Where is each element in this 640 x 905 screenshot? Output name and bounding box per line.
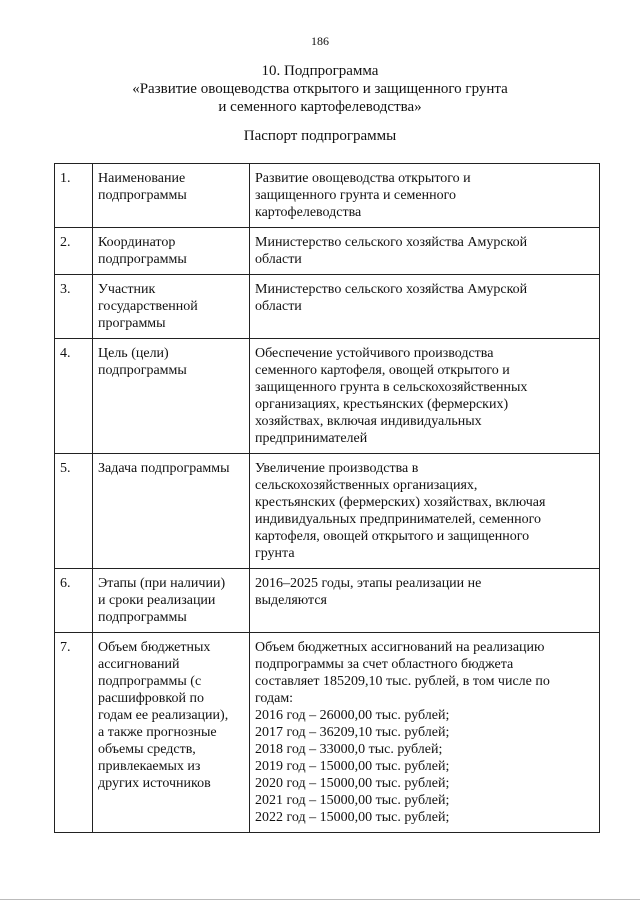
row-number: 6.: [55, 569, 93, 633]
page-bottom-edge: [0, 899, 640, 900]
row-label-line: программы: [98, 316, 166, 331]
row-label-line: ассигнований: [98, 657, 180, 672]
row-value-line: 2022 год – 15000,00 тыс. рублей;: [255, 810, 450, 825]
row-value-line: подпрограммы за счет областного бюджета: [255, 657, 514, 672]
row-value-line: Министерство сельского хозяйства Амурской: [255, 282, 528, 297]
row-value-line: Увеличение производства в: [255, 461, 419, 476]
row-label-line: подпрограммы: [98, 363, 187, 378]
row-label-line: государственной: [98, 299, 198, 314]
table-row: [55, 454, 600, 569]
row-value-line: грунта: [255, 546, 295, 561]
row-number: 1.: [55, 164, 93, 228]
passport-table-body: [55, 164, 600, 833]
row-label: [93, 633, 250, 833]
row-value-line: Объем бюджетных ассигнований на реализацию: [255, 640, 545, 655]
row-value-line: картофелеводства: [255, 205, 362, 220]
row-number: 4.: [55, 339, 93, 454]
row-label-line: и сроки реализации: [98, 593, 216, 608]
row-label-line: Координатор: [98, 235, 176, 250]
row-value-line: 2018 год – 33000,0 тыс. рублей;: [255, 742, 443, 757]
row-label-line: объемы средств,: [98, 742, 196, 757]
document-heading: [0, 62, 640, 116]
row-label: [93, 275, 250, 339]
row-label: [93, 228, 250, 275]
row-value-line: организациях, крестьянских (фермерских): [255, 397, 509, 412]
row-label-line: годам ее реализации),: [98, 708, 229, 723]
heading-line-3: и семенного картофелеводства»: [218, 99, 422, 115]
row-value-line: 2020 год – 15000,00 тыс. рублей;: [255, 776, 450, 791]
row-value-line: 2016–2025 годы, этапы реализации не: [255, 576, 482, 591]
row-value-line: индивидуальных предпринимателей, семенного: [255, 512, 542, 527]
row-value-line: Обеспечение устойчивого производства: [255, 346, 494, 361]
row-value-line: 2019 год – 15000,00 тыс. рублей;: [255, 759, 450, 774]
row-label-line: подпрограммы: [98, 252, 187, 267]
row-label-line: Наименование: [98, 171, 186, 186]
row-label-line: Участник: [98, 282, 156, 297]
row-label-line: подпрограммы: [98, 188, 187, 203]
heading-line-2: «Развитие овощеводства открытого и защищенного грунта: [132, 81, 508, 97]
row-label-line: Задача подпрограммы: [98, 461, 230, 476]
row-label: [93, 164, 250, 228]
row-value-line: хозяйствах, включая индивидуальных: [255, 414, 482, 429]
row-value-line: сельскохозяйственных организациях,: [255, 478, 478, 493]
table-row: [55, 633, 600, 833]
row-value-line: 2021 год – 15000,00 тыс. рублей;: [255, 793, 450, 808]
row-label-line: Объем бюджетных: [98, 640, 211, 655]
row-label-line: подпрограммы (с: [98, 674, 202, 689]
row-label-line: подпрограммы: [98, 610, 187, 625]
row-value-line: защищенного грунта и семенного: [255, 188, 456, 203]
table-row: [55, 275, 600, 339]
row-value-line: крестьянских (фермерских) хозяйствах, включая: [255, 495, 546, 510]
row-number: 5.: [55, 454, 93, 569]
row-number: 7.: [55, 633, 93, 833]
table-row: [55, 569, 600, 633]
table-row: [55, 228, 600, 275]
row-value-line: годам:: [255, 691, 294, 706]
row-value-line: картофеля, овощей открытого и защищенного: [255, 529, 530, 544]
row-value: [250, 633, 600, 833]
row-label-line: Цель (цели): [98, 346, 169, 361]
row-value: [250, 275, 600, 339]
row-value-line: предпринимателей: [255, 431, 368, 446]
row-label: [93, 569, 250, 633]
row-value-line: области: [255, 299, 302, 314]
passport-title: Паспорт подпрограммы: [243, 128, 397, 144]
row-value: [250, 164, 600, 228]
row-value-line: Министерство сельского хозяйства Амурской: [255, 235, 528, 250]
row-label-line: других источников: [98, 776, 211, 791]
row-value-line: области: [255, 252, 302, 267]
table-row: [55, 164, 600, 228]
row-label-line: привлекаемых из: [98, 759, 201, 774]
row-value-line: выделяются: [255, 593, 327, 608]
row-label-line: расшифровкой по: [98, 691, 204, 706]
row-label-line: Этапы (при наличии): [98, 576, 226, 591]
row-value: [250, 454, 600, 569]
row-label: [93, 454, 250, 569]
row-value-line: семенного картофеля, овощей открытого и: [255, 363, 510, 378]
passport-table: [54, 163, 600, 833]
row-value-line: 2017 год – 36209,10 тыс. рублей;: [255, 725, 450, 740]
row-number: 3.: [55, 275, 93, 339]
row-value: [250, 569, 600, 633]
heading-line-1: 10. Подпрограмма: [261, 63, 379, 79]
table-row: [55, 339, 600, 454]
row-value-line: защищенного грунта в сельскохозяйственных: [255, 380, 528, 395]
row-value-line: 2016 год – 26000,00 тыс. рублей;: [255, 708, 450, 723]
row-label: [93, 339, 250, 454]
row-value: [250, 339, 600, 454]
page-number: 186: [311, 34, 329, 48]
row-value-line: составляет 185209,10 тыс. рублей, в том числе по: [255, 674, 550, 689]
row-number: 2.: [55, 228, 93, 275]
row-value-line: Развитие овощеводства открытого и: [255, 171, 471, 186]
row-label-line: а также прогнозные: [98, 725, 217, 740]
row-value: [250, 228, 600, 275]
